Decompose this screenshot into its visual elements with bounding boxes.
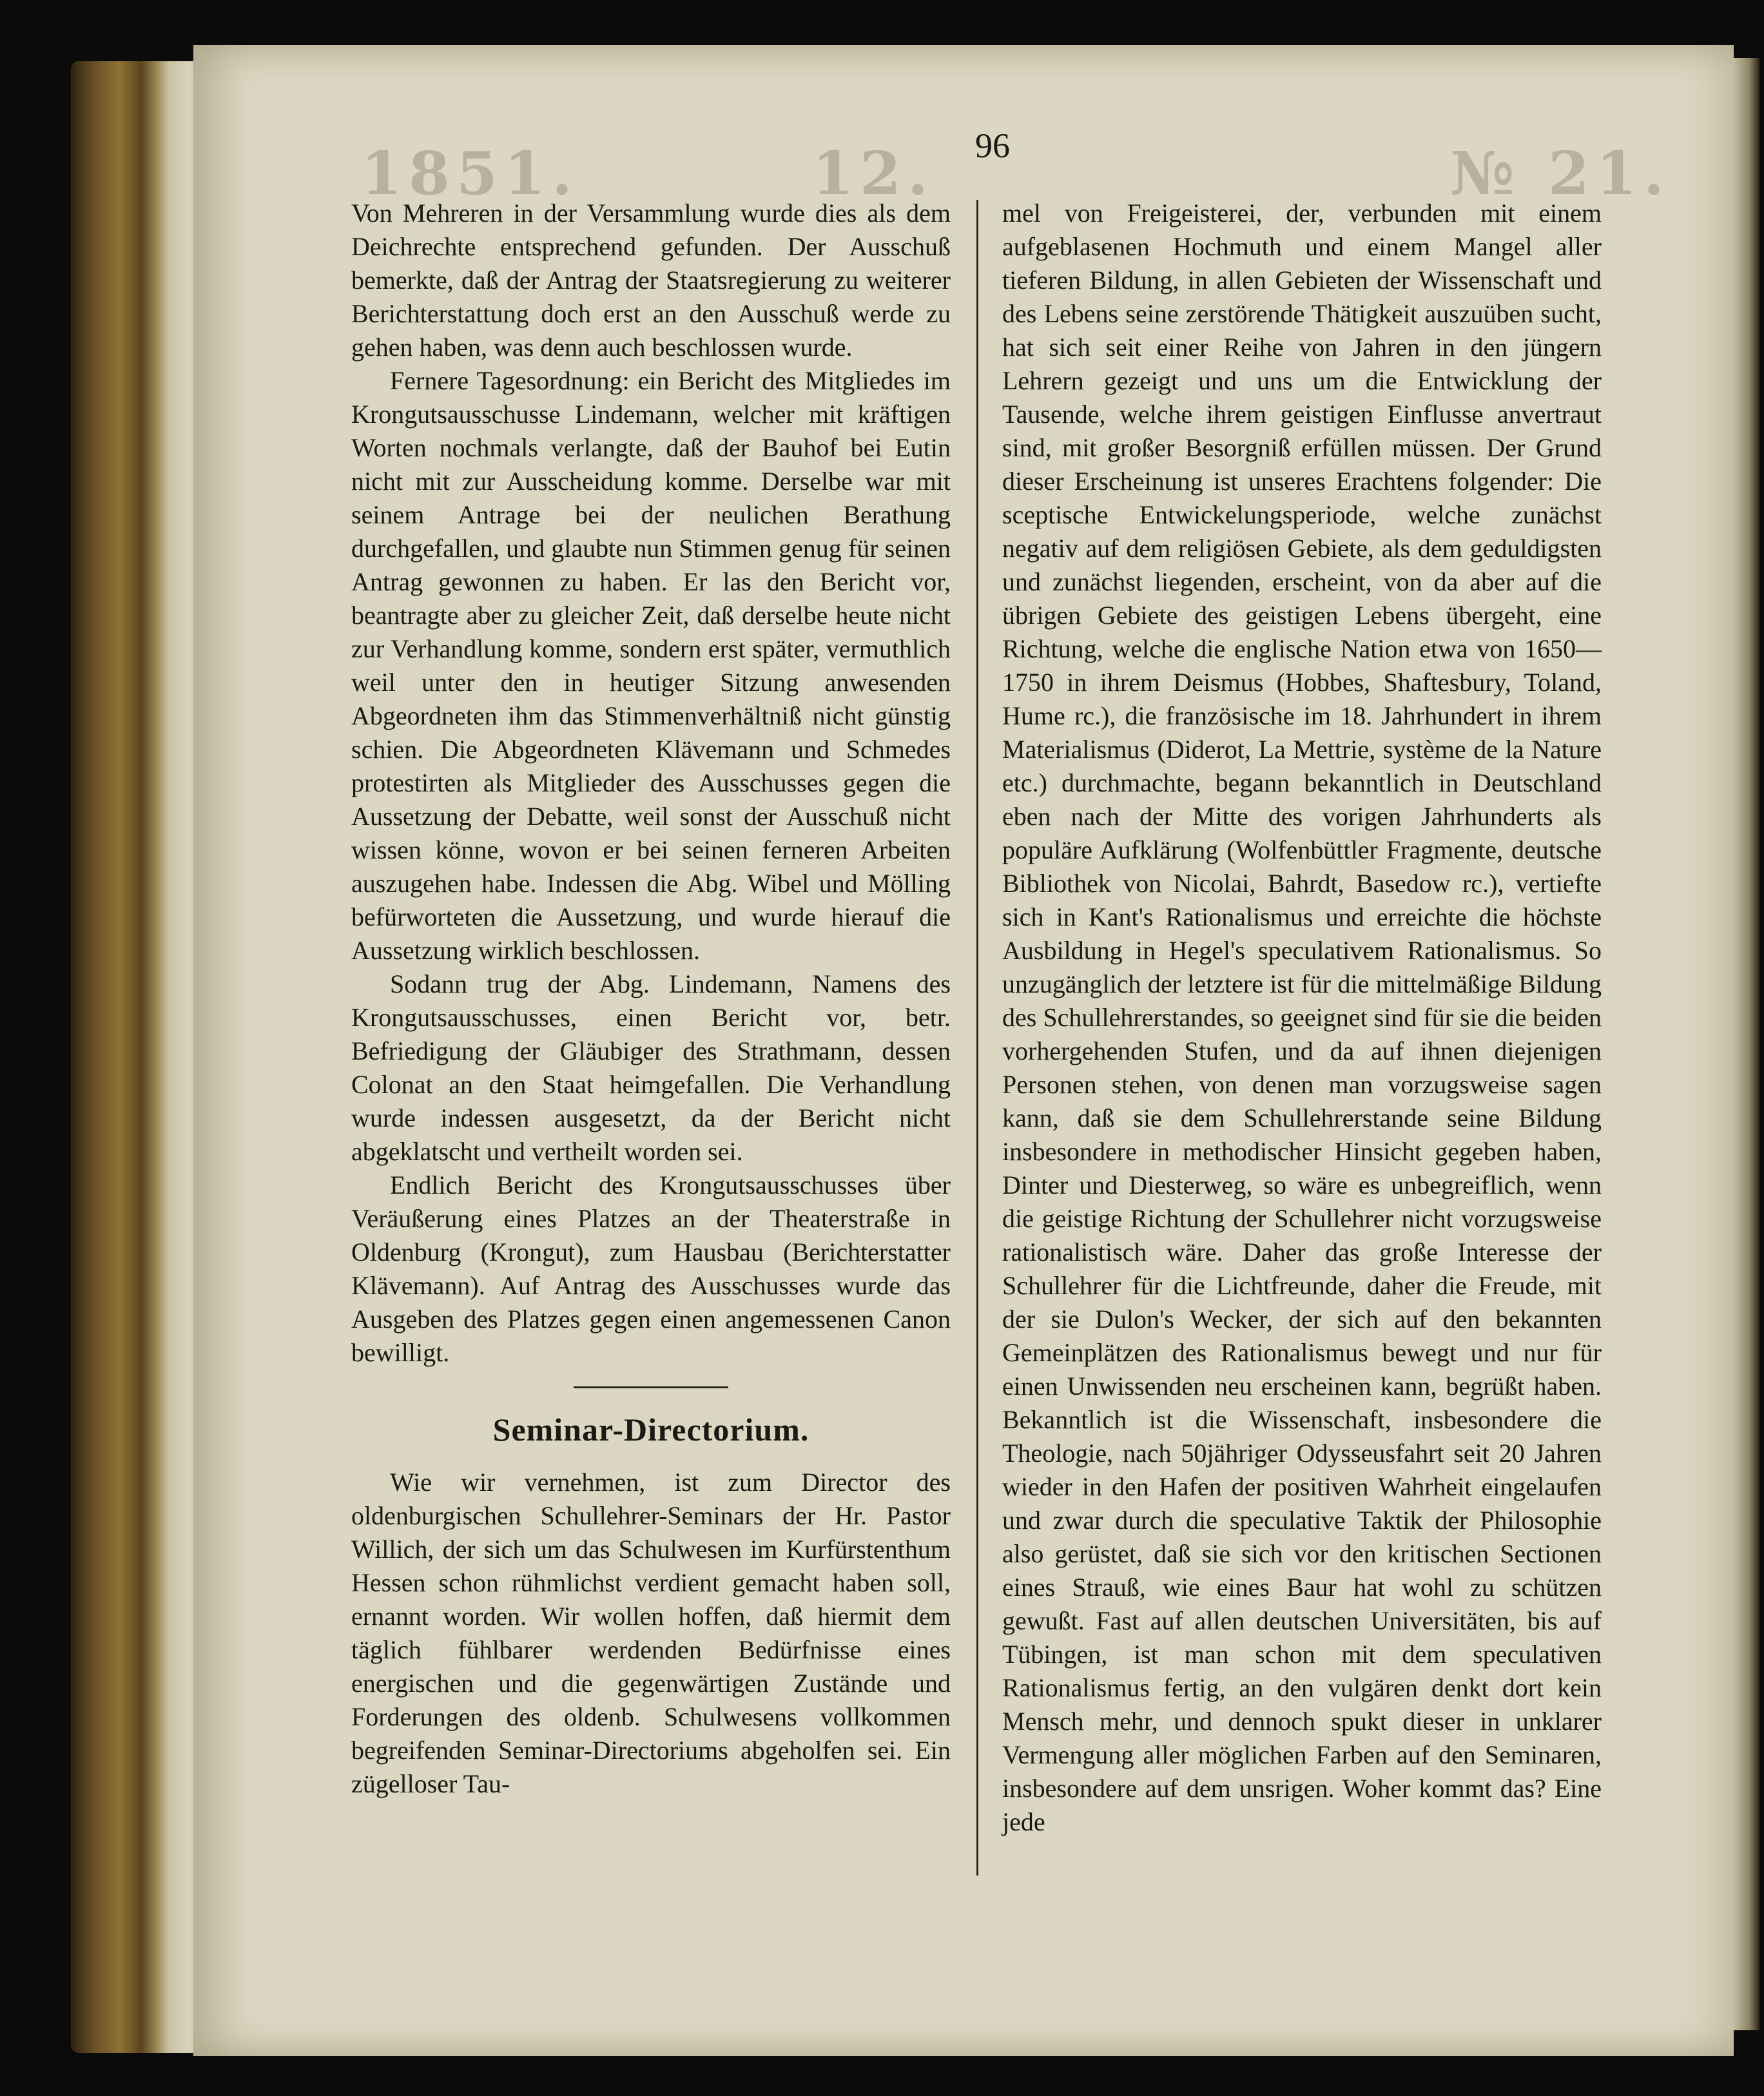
bleed-through-date: 12. xyxy=(812,139,935,208)
column-divider xyxy=(976,200,978,1876)
page-right-edge xyxy=(1734,58,1759,2030)
book-edge xyxy=(71,61,206,2053)
paragraph: Endlich Bericht des Krongutsausschusses über Veräußerung eines Platzes an der Theaterstraße in Oldenburg (Krongut), zum Hausbau (Berichterstatter Klävemann). Auf Antrag des Ausschusses wurde das Ausgeben des Platzes gegen einen angemessenen Canon bewilligt. xyxy=(351,1170,951,1367)
paragraph: Wie wir vernehmen, ist zum Director des oldenburgischen Schullehrer-Seminars der Hr. Pastor Willich, der sich um das Schulwesen im Kurfürstenthum Hessen schon rühmlichst verdient gemacht haben soll, ernannt worden. Wir wollen hoffen, daß hiermit dem täglich fühlbarer werdenden Bedürfnisse eines energischen und die gegenwärtigen Zustände und Forderungen des oldenb. Schulwesens vollkommen begreifenden Seminar-Directoriums abgeholfen sei. Ein zügelloser Tau- xyxy=(351,1468,951,1798)
section-title: Seminar-Directorium. xyxy=(492,1412,809,1448)
paragraph: Sodann trug der Abg. Lindemann, Namens des Krongutsausschusses, einen Bericht vor, betr. Befriedigung der Gläubiger des Strathmann, dessen Colonat an den Staat heimgefallen. Die Verhandlung wurde indessen ausgesetzt, da der Bericht nicht abgeklatscht und vertheilt worden sei. xyxy=(351,969,951,1166)
paragraph: Von Mehreren in der Versammlung wurde dies als dem Deichrechte entsprechend gefunden. Der Ausschuß bemerkte, daß der Antrag der Staatsregierung zu weiterer Berichterstattung doch erst an den Ausschuß werde zu gehen haben, was denn auch beschlossen wurde. xyxy=(351,199,951,362)
page-number: 96 xyxy=(975,126,1010,165)
bleed-through-year: 1851. xyxy=(361,139,579,208)
section-rule xyxy=(574,1386,728,1388)
bleed-through-issue: № 21. xyxy=(1450,139,1671,208)
right-column xyxy=(1002,197,1602,1839)
left-column xyxy=(351,197,951,1801)
paragraph: Fernere Tagesordnung: ein Bericht des Mitgliedes im Krongutsausschusse Lindemann, welcher mit kräftigen Worten nochmals verlangte, daß der Bauhof bei Eutin nicht mit zur Ausscheidung komme. Derselbe war mit seinem Antrage bei der neulichen Berathung durchgefallen, und glaubte nun Stimmen genug für seinen Antrag gewonnen zu haben. Er las den Bericht vor, beantragte aber zu gleicher Zeit, daß derselbe heute nicht zur Verhandlung komme, sondern erst später, vermuthlich weil unter den in heutiger Sitzung anwesenden Abgeordneten ihm das Stimmenverhältniß nicht günstig schien. Die Abgeordneten Klävemann und Schmedes protestirten als Mitglieder des Ausschusses gegen die Aussetzung der Debatte, weil sonst der Ausschuß nicht wissen könne, wovon er bei seinen ferneren Arbeiten auszugehen habe. Indessen die Abg. Wibel und Mölling befürworteten die Aussetzung, und wurde hierauf die Aussetzung wirklich beschlossen. xyxy=(351,366,951,965)
paragraph: mel von Freigeisterei, der, verbunden mit einem aufgeblasenen Hochmuth und einem Mangel aller tieferen Bildung, in allen Gebieten der Wissenschaft und des Lebens seine zerstörende Thätigkeit auszuüben sucht, hat sich seit einer Reihe von Jahren in den jüngern Lehrern gezeigt und uns um die Entwicklung der Tausende, welche ihrem geistigen Einflusse anvertraut sind, mit großer Besorgniß erfüllen müssen. Der Grund dieser Erscheinung ist unseres Erachtens folgender: Die sceptische Entwickelungsperiode, welche zunächst negativ auf dem religiösen Gebiete, als dem geduldigsten und zunächst liegenden, erscheint, von da aber auf die übrigen Gebiete des geistigen Lebens übergeht, eine Richtung, welche die englische Nation etwa von 1650—1750 in ihrem Deismus (Hobbes, Shaftesbury, Toland, Hume rc.), die französische im 18. Jahrhundert in ihrem Materialismus (Diderot, La Mettrie, système de la Nature etc.) durchmachte, begann bekanntlich in Deutschland eben nach der Mitte des vorigen Jahrhunderts als populäre Aufklärung (Wolfenbüttler Fragmente, deutsche Bibliothek von Nicolai, Bahrdt, Basedow rc.), vertiefte sich in Kant's Rationalismus und erreichte die höchste Ausbildung in Hegel's speculativem Rationalismus. So unzugänglich der letztere ist für die mittelmäßige Bildung des Schullehrerstandes, so geeignet sind für sie die beiden vorhergehenden Stufen, und da auf ihnen diejenigen Personen stehen, von denen man vorzugsweise sagen kann, daß sie dem Schullehrerstande seine Bildung insbesondere in methodischer Hinsicht gegeben haben, Dinter und Diesterweg, so wäre es unbegreiflich, wenn die geistige Richtung der Schullehrer nicht vorzugsweise rationalistisch wäre. Daher das große Interesse der Schullehrer für die Lichtfreunde, daher die Freude, mit der sie Dulon's Wecker, der sich auf den bekannten Gemeinplätzen des Rationalismus bewegt und nur für einen Unwissenden neu erscheinen kann, begrüßt haben. Bekanntlich ist die Wissenschaft, insbesondere die Theologie, nach 50jähriger Odysseusfahrt seit 20 Jahren wieder in den Hafen der positiven Wahrheit eingelaufen und zwar durch die speculative Taktik der Philosophie also gerüstet, daß sie sich vor den kritischen Sectionen eines Strauß, wie eines Baur hat wohl zu schützen gewußt. Fast auf allen deutschen Universitäten, bis auf Tübingen, ist man schon mit dem speculativen Rationalismus fertig, an den vulgären denkt dort kein Mensch mehr, und dennoch spukt dieser in unklarer Vermengung aller möglichen Farben auf den Seminaren, insbesondere auf dem unsrigen. Woher kommt das? Eine jede xyxy=(1002,199,1602,1836)
